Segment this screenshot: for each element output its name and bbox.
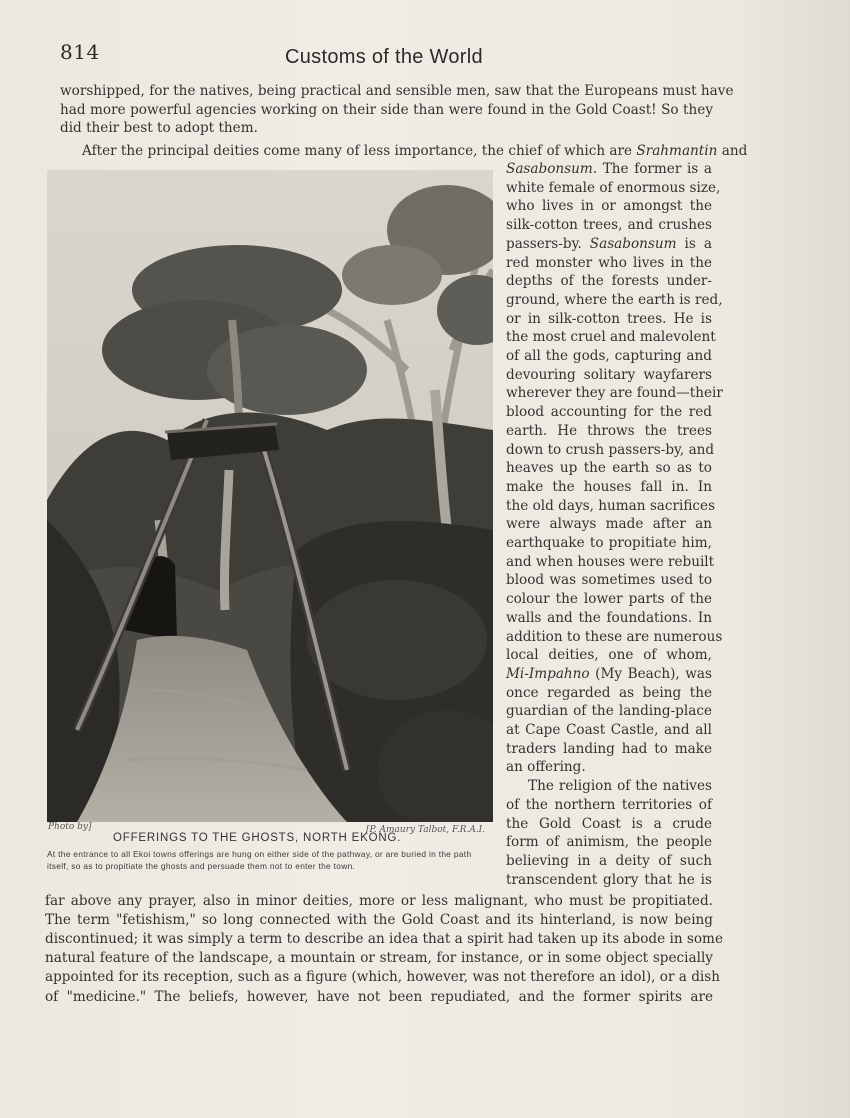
body-line: did their best to adopt them. — [60, 120, 258, 136]
column-line: colour the lower parts of the — [506, 591, 712, 608]
column-line: walls and the foundations. In — [506, 609, 712, 626]
column-line: white female of enormous size, — [506, 179, 721, 196]
column-line: traders landing had to make — [506, 740, 712, 757]
column-line: ground, where the earth is red, — [506, 291, 723, 308]
column-line: down to crush passers-by, and — [506, 441, 715, 458]
column-line: heaves up the earth so as to — [506, 460, 712, 477]
column-line: wherever they are found—their — [506, 385, 723, 402]
photographer-credit: [P. Amaury Talbot, F.R.A.I. — [366, 825, 486, 835]
column-line: depths of the forests under- — [506, 273, 712, 290]
column-line: the old days, human sacrifices — [506, 497, 716, 514]
body-line: worshipped, for the natives, being practical and sensible men, saw that the Europeans must have — [60, 83, 734, 99]
column-line: blood was sometimes used to — [506, 572, 712, 589]
column-line: Mi-Impahno (My Beach), was — [506, 665, 712, 682]
body-line: had more powerful agencies working on their side than were found in the Gold Coast! So they — [60, 102, 713, 118]
column-line: The religion of the natives — [528, 778, 712, 795]
column-line: devouring solitary wayfarers — [506, 366, 712, 383]
body-line: far above any prayer, also in minor deities, more or less malignant, who must be propitiated. — [45, 893, 713, 909]
column-line: passers-by. Sasabonsum is a — [506, 235, 712, 252]
body-line: discontinued; it was simply a term to describe an idea that a spirit had taken up its abode in some — [45, 931, 723, 948]
column-line: the Gold Coast is a crude — [506, 815, 712, 832]
column-line: of the northern territories of — [506, 796, 712, 813]
page-number: 814 — [60, 40, 100, 64]
photograph-offerings-to-ghosts — [47, 170, 493, 822]
column-line: earth. He throws the trees — [506, 422, 712, 439]
column-line: or in silk-cotton trees. He is — [506, 310, 712, 327]
column-line: and when houses were rebuilt — [506, 553, 715, 570]
photo-credit-label: Photo by] — [48, 822, 92, 832]
body-line: natural feature of the landscape, a mountain or stream, for instance, or in some object specially — [45, 950, 713, 967]
column-line: make the houses fall in. In — [506, 478, 712, 495]
body-line: After the principal deities come many of less importance, the chief of which are Srahmantin and — [82, 143, 748, 159]
column-line: earthquake to propitiate him, — [506, 535, 712, 551]
column-line: an offering. — [506, 759, 586, 776]
column-line: local deities, one of whom, — [506, 647, 712, 664]
column-line: form of animism, the people — [506, 834, 712, 851]
body-line: appointed for its reception, such as a figure (which, however, was not therefore an idol), or a dish — [45, 969, 721, 986]
column-line: once regarded as being the — [506, 684, 712, 701]
figure-caption-text: At the entrance to all Ekoi towns offerings are hung on either side of the pathway, or are buried in the path itself, so as to propitiate the ghosts and persuade them not to enter the town. — [47, 849, 472, 871]
deity-name: Sasabonsum — [506, 161, 593, 177]
column-line: at Cape Coast Castle, and all — [506, 722, 712, 738]
column-line: red monster who lives in the — [506, 254, 712, 271]
figure-caption-title: OFFERINGS TO THE GHOSTS, NORTH EKONG. — [113, 832, 402, 844]
deity-name: Mi-Impahno — [506, 665, 590, 682]
column-line: transcendent glory that he is — [506, 871, 712, 888]
column-line: of all the gods, capturing and — [506, 348, 712, 364]
body-line: of "medicine." The beliefs, however, have not been repudiated, and the former spirits are — [45, 988, 713, 1005]
column-line: silk-cotton trees, and crushes — [506, 217, 712, 234]
column-line: were always made after an — [506, 516, 712, 533]
column-line: the most cruel and malevolent — [506, 329, 716, 346]
deity-name: Sasabonsum — [589, 235, 677, 252]
column-line: believing in a deity of such — [506, 852, 712, 869]
deity-name: Srahmantin — [636, 143, 718, 159]
body-line: The term "fetishism," so long connected with the Gold Coast and its hinterland, is now being — [45, 912, 713, 929]
column-line: who lives in or amongst the — [506, 198, 712, 215]
column-line: guardian of the landing-place — [506, 703, 712, 720]
column-line: addition to these are numerous — [506, 628, 723, 645]
column-line: Sasabonsum. The former is a — [506, 161, 712, 177]
column-line: blood accounting for the red — [506, 404, 712, 421]
running-head-title: Customs of the World — [285, 46, 483, 68]
